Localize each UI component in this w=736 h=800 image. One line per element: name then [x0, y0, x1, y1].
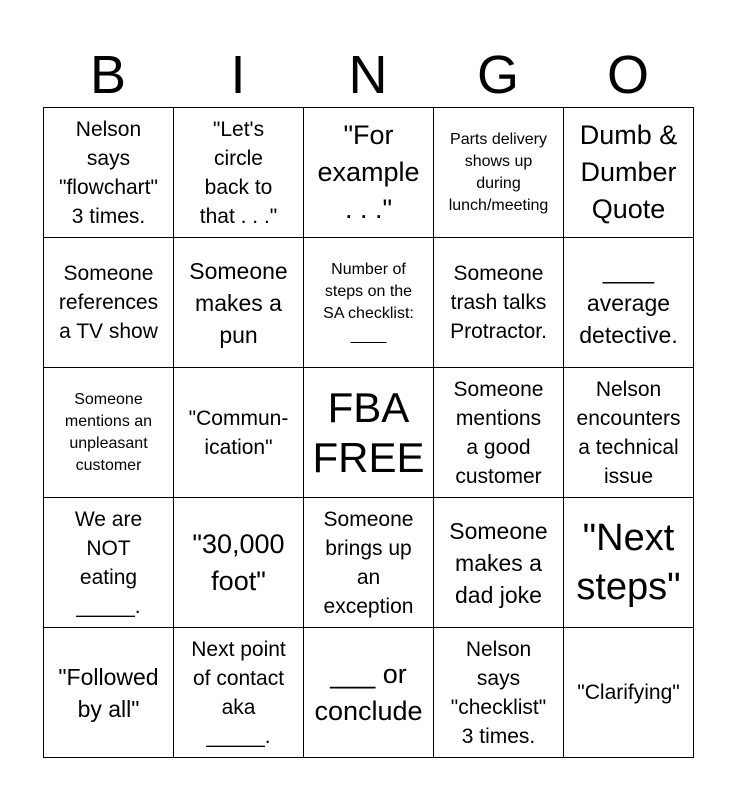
- bingo-cell-free[interactable]: FBA FREE: [304, 368, 434, 498]
- header-letter-g: G: [476, 45, 519, 105]
- bingo-board: [43, 107, 694, 758]
- bingo-cell-r3c2[interactable]: "Commun- ication": [174, 368, 304, 498]
- bingo-cell-r1c2[interactable]: "Let's circle back to that . . .": [174, 108, 304, 238]
- bingo-cell-r5c4[interactable]: Nelson says "checklist" 3 times.: [434, 628, 564, 758]
- bingo-cell-r2c4[interactable]: Someone trash talks Protractor.: [434, 238, 564, 368]
- bingo-cell-r5c2[interactable]: Next point of contact aka _____.: [174, 628, 304, 758]
- bingo-cell-r4c3[interactable]: Someone brings up an exception: [304, 498, 434, 628]
- header-letter-b: B: [89, 45, 127, 105]
- bingo-cell-r1c5[interactable]: Dumb & Dumber Quote: [564, 108, 694, 238]
- bingo-cell-r5c1[interactable]: "Followed by all": [44, 628, 174, 758]
- bingo-cell-r2c2[interactable]: Someone makes a pun: [174, 238, 304, 368]
- bingo-header: [43, 44, 693, 106]
- bingo-cell-r1c3[interactable]: "For example . . .": [304, 108, 434, 238]
- bingo-cell-r5c3[interactable]: ___ or conclude: [304, 628, 434, 758]
- bingo-cell-r5c5[interactable]: "Clarifying": [564, 628, 694, 758]
- bingo-cell-r1c4[interactable]: Parts delivery shows up during lunch/meeting: [434, 108, 564, 238]
- header-letter-i: I: [230, 45, 246, 105]
- bingo-cell-r4c5[interactable]: "Next steps": [564, 498, 694, 628]
- bingo-cell-r4c2[interactable]: "30,000 foot": [174, 498, 304, 628]
- header-letter-o: O: [606, 45, 649, 105]
- bingo-cell-r3c1[interactable]: Someone mentions an unpleasant customer: [44, 368, 174, 498]
- bingo-cell-r3c5[interactable]: Nelson encounters a technical issue: [564, 368, 694, 498]
- bingo-cell-r4c1[interactable]: We are NOT eating _____.: [44, 498, 174, 628]
- bingo-cell-r3c4[interactable]: Someone mentions a good customer: [434, 368, 564, 498]
- bingo-cell-r2c5[interactable]: ____ average detective.: [564, 238, 694, 368]
- bingo-cell-r2c3[interactable]: Number of steps on the SA checklist: ____: [304, 238, 434, 368]
- bingo-cell-r1c1[interactable]: Nelson says "flowchart" 3 times.: [44, 108, 174, 238]
- header-letter-n: N: [348, 45, 388, 105]
- bingo-cell-r4c4[interactable]: Someone makes a dad joke: [434, 498, 564, 628]
- bingo-cell-r2c1[interactable]: Someone references a TV show: [44, 238, 174, 368]
